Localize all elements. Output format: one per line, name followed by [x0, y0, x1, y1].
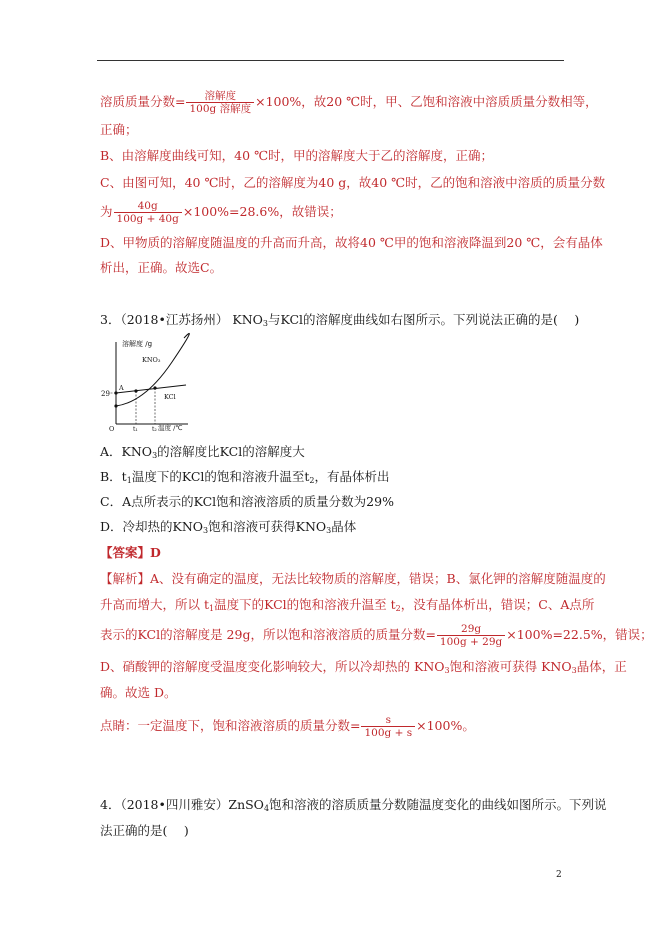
header-rule — [97, 60, 564, 61]
subscript: 3 — [203, 526, 209, 535]
q3-analysis-2 — [100, 597, 594, 617]
text: 的溶解度比KCl的溶解度大 — [157, 444, 305, 459]
analysis-line-6: D、甲物质的溶解度随温度的升高而升高，故将40 ℃甲的饱和溶液降温到20 ℃，会有晶体 — [100, 235, 603, 250]
subscript: 2 — [395, 604, 401, 613]
point-t2 — [153, 386, 156, 389]
subscript: 4 — [263, 804, 270, 813]
text: B．t — [100, 469, 127, 484]
text: 3．（2018•江苏扬州） KNO — [100, 312, 263, 327]
text: 温度下的KCl的饱和溶液升温至 t — [214, 597, 396, 612]
point-kno3-start — [114, 404, 117, 407]
q3-analysis-4 — [100, 659, 627, 679]
fraction-solubility — [186, 90, 254, 115]
q3-answer: 【答案】D — [100, 545, 161, 560]
q3-stem — [100, 312, 579, 332]
fraction-denominator: 100g 溶解度 — [189, 103, 252, 115]
subscript: 2 — [309, 476, 315, 485]
q3-analysis-5: 确。故选 D。 — [100, 685, 177, 700]
fraction-numerator: 40g — [114, 200, 182, 213]
q3-option-a — [100, 444, 305, 464]
point-a-label: A — [119, 384, 124, 392]
analysis-line-1 — [100, 90, 598, 115]
fraction-denominator: 100g + s — [364, 727, 413, 739]
fraction-numerator: 溶解度 — [186, 90, 254, 103]
text: 饱和溶液的溶质质量分数随温度变化的曲线如图所示。下列说 — [269, 797, 607, 812]
q3-option-c: C．A点所表示的KCl饱和溶液溶质的质量分数为29% — [100, 494, 394, 509]
analysis-line-3: B、由溶解度曲线可知，40 ℃时，甲的溶解度大于乙的溶解度，正确； — [100, 148, 494, 163]
fraction-40g — [114, 200, 182, 225]
text: ，没有晶体析出，错误；C、A点所 — [400, 597, 595, 612]
subscript: 1 — [209, 604, 215, 613]
text: ×100%=22.5%，错误； — [506, 627, 653, 642]
analysis-line-2: 正确； — [100, 122, 138, 137]
q4-stem-2: 法正确的是( ) — [100, 823, 189, 838]
t2-label: t₂ — [152, 426, 157, 432]
solubility-graph-svg — [100, 332, 192, 432]
q4-stem-1 — [100, 797, 607, 817]
q3-tip — [100, 714, 475, 739]
text: D．冷却热的KNO — [100, 519, 204, 534]
text: 晶体，正 — [576, 659, 627, 674]
fraction-denominator: 100g + 29g — [439, 636, 503, 648]
q3-option-d — [100, 519, 356, 539]
kcl-curve-label: KCl — [164, 393, 176, 401]
text: ，有晶体析出 — [314, 469, 390, 484]
text: ×100%，故20 ℃时，甲、乙饱和溶液中溶质质量分数相等， — [255, 94, 598, 109]
text: ×100%。 — [416, 718, 475, 733]
text: 为 — [100, 204, 113, 219]
origin-label: O — [109, 425, 115, 432]
text: 升高而增大，所以 t — [100, 597, 209, 612]
text: A．KNO — [100, 444, 153, 459]
kcl-curve — [116, 385, 186, 393]
t1-label: t₁ — [133, 426, 138, 432]
subscript: 3 — [444, 666, 450, 675]
q3-option-b — [100, 469, 390, 489]
analysis-line-5 — [100, 200, 342, 225]
subscript: 3 — [152, 451, 158, 460]
text: 4．（2018•四川雅安）ZnSO — [100, 797, 264, 812]
text: 溶质质量分数= — [100, 94, 186, 109]
subscript: 3 — [571, 666, 577, 675]
q3-analysis-3 — [100, 623, 653, 648]
text: 与KCl的溶解度曲线如右图所示。下列说法正确的是( ) — [267, 312, 580, 327]
analysis-line-7: 析出，正确。故选C。 — [100, 260, 223, 275]
analysis-line-4: C、由图可知，40 ℃时，乙的溶解度为40 g，故40 ℃时，乙的饱和溶液中溶质的质量分数 — [100, 175, 606, 190]
fraction-denominator: 100g + 40g — [116, 213, 179, 225]
text: 饱和溶液可获得KNO — [208, 519, 327, 534]
point-a — [114, 391, 117, 394]
fraction-s — [361, 714, 415, 739]
text: 点睛：一定温度下，饱和溶液溶质的质量分数= — [100, 718, 361, 733]
y-tick-29: 29 — [101, 390, 110, 398]
fraction-numerator: s — [361, 714, 415, 727]
text: 饱和溶液可获得 KNO — [449, 659, 572, 674]
text: 温度下的KCl的饱和溶液升温至t — [131, 469, 310, 484]
fraction-numerator: 29g — [437, 623, 505, 636]
kno3-curve-label: KNO₃ — [142, 356, 161, 364]
text: ×100%=28.6%，故错误； — [182, 204, 342, 219]
subscript: 1 — [126, 476, 132, 485]
q3-analysis-1: 【解析】A、没有确定的温度，无法比较物质的溶解度，错误；B、氯化钾的溶解度随温度的 — [100, 571, 606, 586]
subscript: 3 — [262, 319, 268, 328]
text: 晶体 — [331, 519, 357, 534]
page-number: 2 — [556, 870, 562, 880]
point-t1 — [134, 389, 137, 392]
text: D、硝酸钾的溶解度受温度变化影响较大，所以冷却热的 KNO — [100, 659, 445, 674]
subscript: 3 — [326, 526, 332, 535]
fraction-29g — [437, 623, 505, 648]
text: 表示的KCl的溶解度是 29g，所以饱和溶液溶质的质量分数= — [100, 627, 436, 642]
y-axis-label: 溶解度 /g — [122, 340, 153, 348]
x-axis-label: 温度 /℃ — [158, 424, 183, 432]
solubility-graph — [100, 332, 192, 432]
